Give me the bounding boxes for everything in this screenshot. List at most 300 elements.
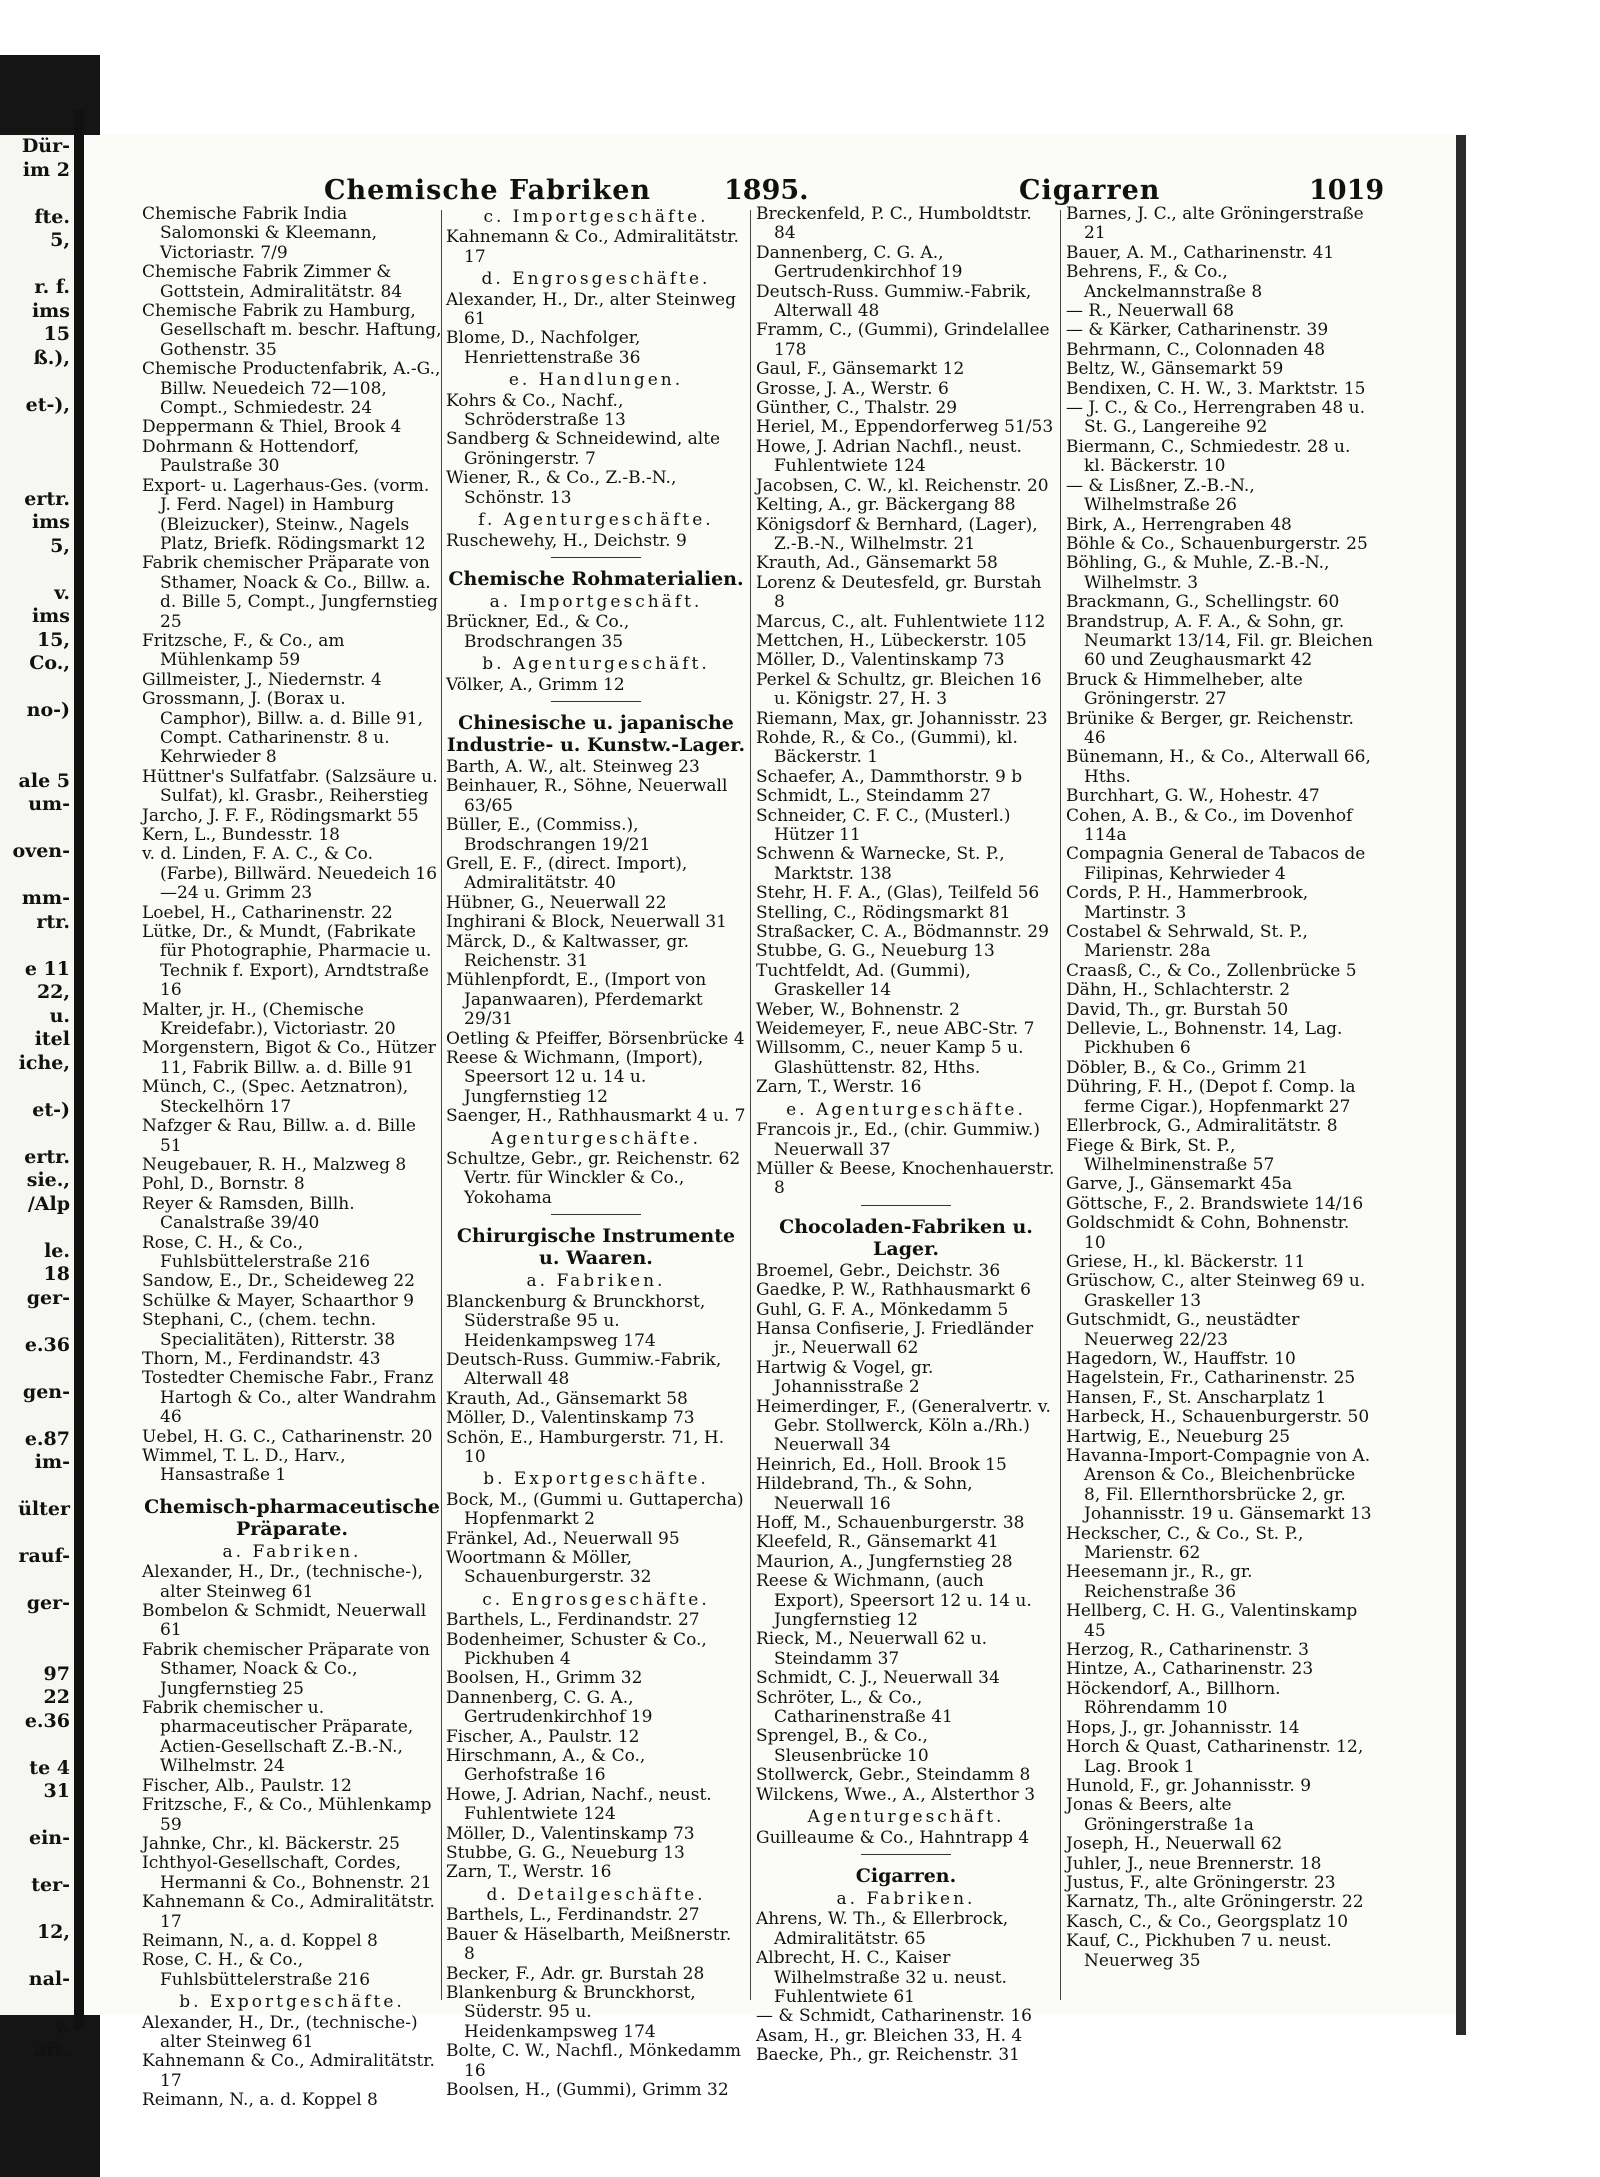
directory-entry: Münch, C., (Spec. Aetznatron), Steckelhörn 17 <box>142 1077 409 1117</box>
margin-fragment: ein- <box>28 1827 70 1849</box>
margin-fragment: no-) <box>26 699 70 721</box>
margin-fragment: e.36 <box>24 1709 70 1732</box>
column-divider <box>750 210 751 2000</box>
directory-entry: Deutsch-Russ. Gummiw.-Fabrik, Alterwall 48 <box>756 281 1032 322</box>
directory-entry: Neugebauer, R. H., Malzweg 8 <box>142 1154 407 1175</box>
margin-fragment <box>0 1404 74 1428</box>
directory-entry: Asam, H., gr. Bleichen 33, H. 4 <box>756 2025 1023 2046</box>
directory-entry: Barnes, J. C., alte Gröningerstraße 21 <box>1066 204 1364 244</box>
directory-entry: Lorenz & Deutesfeld, gr. Burstah 8 <box>756 572 1042 613</box>
directory-entry: Uebel, H. G. C., Catharinenstr. 20 <box>142 1426 433 1447</box>
margin-fragment: itel <box>34 1028 70 1050</box>
directory-entry: Reimann, N., a. d. Koppel 8 <box>142 1930 378 1951</box>
directory-entry: Mühlenpfordt, E., (Import von Japanwaaren), Pferdemarkt 29/31 <box>446 970 707 1030</box>
directory-entry: Fabrik chemischer u. pharmaceutischer Präparate, Actien-Gesellschaft Z.-B.-N., Wilhelmstr. 24 <box>142 1698 414 1777</box>
directory-entry: Hoff, M., Schauenburgerstr. 38 <box>756 1513 1025 1533</box>
directory-entry: Möller, D., Valentinskamp 73 <box>756 650 1005 671</box>
directory-entry: Beinhauer, R., Söhne, Neuerwall 63/65 <box>446 776 728 816</box>
margin-fragment <box>0 464 74 488</box>
section-rule <box>861 1205 951 1206</box>
directory-entry: Guilleaume & Co., Hahntrapp 4 <box>756 1827 1030 1848</box>
directory-entry: Stephani, C., (chem. techn. Specialitäten), Ritterstr. 38 <box>142 1310 396 1350</box>
directory-entry: Gillmeister, J., Niedernstr. 4 <box>142 669 382 690</box>
directory-entry: Hüttner's Sulfatfabr. (Salzsäure u. Sulfat), kl. Grasbr., Reiherstieg <box>142 766 438 807</box>
directory-entry: Fischer, A., Paulstr. 12 <box>446 1726 640 1747</box>
directory-entry: Höckendorf, A., Billhorn. Röhrendamm 10 <box>1066 1678 1281 1719</box>
directory-entry: Schmidt, L., Steindamm 27 <box>756 786 991 807</box>
directory-entry: Hintze, A., Catharinenstr. 23 <box>1066 1659 1314 1680</box>
directory-entry: Francois jr., Ed., (chir. Gummiw.) Neuerwall 37 <box>756 1120 1040 1160</box>
directory-entry: Boolsen, H., (Gummi), Grimm 32 <box>446 2079 729 2100</box>
directory-entry: Bauer, A. M., Catharinenstr. 41 <box>1066 242 1335 263</box>
directory-entry: Heriel, M., Eppendorferweg 51/53 <box>756 417 1054 438</box>
directory-entry: Stubbe, G. G., Neueburg 13 <box>756 941 995 962</box>
directory-entry: Hunold, F., gr. Johannisstr. 9 <box>1066 1775 1312 1796</box>
margin-fragment <box>0 1616 74 1640</box>
directory-entry: Chemische Fabrik India Salomonski & Kleemann, Victoriastr. 7/9 <box>142 204 377 263</box>
directory-entry: Tostedter Chemische Fabr., Franz Hartogh & Co., alter Wandrahm 46 <box>142 1368 437 1428</box>
subsection-heading: b. Exportgeschäfte. <box>483 1469 709 1490</box>
section-heading: Cigarren. <box>855 1864 957 1887</box>
directory-entry: Dühring, F. H., (Depot f. Comp. la ferme Cigar.), Hopfenmarkt 27 <box>1066 1077 1356 1117</box>
directory-entry: Krauth, Ad., Gänsemarkt 58 <box>756 553 998 574</box>
column-3 <box>756 204 1056 2066</box>
directory-entry: Grosse, J. A., Werstr. 6 <box>756 378 949 399</box>
margin-fragment: ims <box>31 605 70 627</box>
margin-fragment <box>0 1122 74 1146</box>
directory-entry: Königsdorf & Bernhard, (Lager), Z.-B.-N., Wilhelmstr. 21 <box>756 514 1038 554</box>
directory-entry: Reese & Wichmann, (Import), Speersort 12 u. 14 u. Jungfernstieg 12 <box>446 1048 704 1107</box>
directory-entry: Perkel & Schultz, gr. Bleichen 16 u. Königstr. 27, H. 3 <box>756 669 1042 710</box>
margin-fragment: e.36 <box>24 1333 70 1356</box>
directory-entry: Karnatz, Th., alte Gröningerstr. 22 <box>1066 1892 1364 1913</box>
directory-entry: Garve, J., Gänsemarkt 45a <box>1066 1174 1293 1195</box>
directory-entry: Dellevie, L., Bohnenstr. 14, Lag. Pickhuben 6 <box>1066 1019 1343 1059</box>
directory-entry: Wiener, R., & Co., Z.-B.-N., Schönstr. 13 <box>446 468 677 508</box>
margin-fragment <box>0 1945 74 1969</box>
directory-entry: — & Lisßner, Z.-B.-N., Wilhelmstraße 26 <box>1066 475 1255 516</box>
margin-fragment <box>0 864 74 888</box>
directory-entry: Kleefeld, R., Gänsemarkt 41 <box>756 1532 999 1553</box>
margin-fragment: im- <box>34 1451 70 1473</box>
directory-entry: Schmidt, C. J., Neuerwall 34 <box>756 1668 1000 1689</box>
directory-entry: Sandow, E., Dr., Scheideweg 22 <box>142 1271 415 1292</box>
directory-entry: Blankenburg & Brunckhorst, Süderstr. 95 u. Heidenkampsweg 174 <box>446 1982 696 2042</box>
directory-entry: Jarcho, J. F. F., Rödingsmarkt 55 <box>142 805 419 826</box>
directory-entry: Krauth, Ad., Gänsemarkt 58 <box>446 1388 688 1409</box>
directory-entry: Schön, E., Hamburgerstr. 71, H. 10 <box>446 1427 725 1467</box>
directory-entry: Chemische Productenfabrik, A.-G., Billw. Neuedeich 72—108, Compt., Schmiedestr. 24 <box>142 359 441 419</box>
directory-entry: Straßacker, C. A., Bödmannstr. 29 <box>756 922 1049 943</box>
margin-fragment <box>0 441 74 465</box>
header-year: 1895. <box>724 175 809 206</box>
subsection-heading: f. Agenturgeschäfte. <box>478 510 714 531</box>
section-rule <box>551 557 641 558</box>
section-rule <box>861 1854 951 1855</box>
subsection-heading: d. Detailgeschäfte. <box>486 1884 706 1905</box>
directory-entry: — & Schmidt, Catharinenstr. 16 <box>756 2006 1032 2027</box>
margin-fragment: 15 <box>43 323 70 345</box>
directory-entry: Cohen, A. B., & Co., im Dovenhof 114a <box>1066 805 1353 845</box>
directory-entry: Kelting, A., gr. Bäckergang 88 <box>756 495 1016 516</box>
margin-fragment: ertr. <box>24 487 70 510</box>
directory-entry: Wimmel, T. L. D., Harv., Hansastraße 1 <box>142 1446 346 1486</box>
directory-entry: Craasß, C., & Co., Zollenbrücke 5 <box>1066 960 1357 981</box>
subsection-heading: a. Importgeschäft. <box>489 591 703 612</box>
directory-entry: Heckscher, C., & Co., St. P., Marienstr. 62 <box>1066 1523 1304 1564</box>
page-number: 1019 <box>1309 175 1385 206</box>
directory-entry: Wilckens, Wwe., A., Alsterthor 3 <box>756 1784 1036 1805</box>
directory-entry: Reyer & Ramsden, Billh. Canalstraße 39/40 <box>142 1193 355 1234</box>
margin-fragment: 18 <box>43 1263 70 1285</box>
directory-entry: Maurion, A., Jungfernstieg 28 <box>756 1551 1013 1572</box>
directory-entry: Griese, H., kl. Bäckerstr. 11 <box>1066 1251 1306 1272</box>
margin-fragment: le. <box>44 1239 70 1262</box>
margin-fragment <box>0 676 74 700</box>
directory-entry: Woortmann & Möller, Schauenburgerstr. 32 <box>446 1547 652 1588</box>
directory-entry: Chemische Fabrik zu Hamburg, Gesellschaft m. beschr. Haftung, Gothenstr. 35 <box>142 301 442 360</box>
directory-entry: Brandstrup, A. F. A., & Sohn, gr. Neumarkt 13/14, Fil. gr. Bleichen 60 und Zeughausmarkt 42 <box>1066 611 1373 671</box>
section-heading: Chemisch-pharmaceutische Präparate. <box>144 1495 440 1540</box>
directory-entry: Dähn, H., Schlachterstr. 2 <box>1066 980 1291 1001</box>
margin-fragment: te 4 <box>29 1756 70 1779</box>
directory-entry: Deutsch-Russ. Gummiw.-Fabrik, Alterwall 48 <box>446 1349 722 1390</box>
directory-entry: Lütke, Dr., & Mundt, (Fabrikate für Photographie, Pharmacie u. Technik f. Export), Arndtstraße 16 <box>142 922 432 1001</box>
directory-entry: Hansa Confiserie, J. Friedländer jr., Neuerwall 62 <box>756 1318 1034 1359</box>
margin-fragment: y. <box>54 2015 70 2037</box>
margin-fragment: v. <box>54 581 70 604</box>
subsection-heading: c. Importgeschäfte. <box>483 207 709 227</box>
book-gutter <box>74 110 84 2030</box>
directory-entry: Howe, J. Adrian Nachfl., neust. Fuhlentwiete 124 <box>756 436 1022 477</box>
book-edge-right <box>1456 135 1466 2035</box>
directory-entry: Alexander, H., Dr., alter Steinweg 61 <box>446 289 737 330</box>
directory-entry: Boolsen, H., Grimm 32 <box>446 1668 643 1689</box>
subsection-heading: d. Engrosgeschäfte. <box>481 269 711 290</box>
directory-entry: Morgenstern, Bigot & Co., Hützer 11, Fabrik Billw. a. d. Bille 91 <box>142 1038 436 1078</box>
directory-entry: Weidemeyer, F., neue ABC-Str. 7 <box>756 1019 1035 1040</box>
directory-entry: Dannenberg, C. G. A., Gertrudenkirchhof 19 <box>756 242 963 283</box>
directory-entry: Böhle & Co., Schauenburgerstr. 25 <box>1066 533 1368 554</box>
margin-fragment: Dür- <box>21 135 70 157</box>
directory-entry: Kohrs & Co., Nachf., Schröderstraße 13 <box>446 390 626 431</box>
directory-entry: Stubbe, G. G., Neueburg 13 <box>446 1843 685 1864</box>
directory-entry: Heesemann jr., R., gr. Reichenstraße 36 <box>1066 1562 1253 1602</box>
margin-fragment: r. f. <box>34 276 70 298</box>
subsection-heading: b. Agenturgeschäft. <box>482 654 710 675</box>
directory-entry: Kasch, C., & Co., Georgsplatz 10 <box>1066 1911 1349 1932</box>
directory-entry: Reimann, N., a. d. Koppel 8 <box>142 2090 378 2111</box>
column-4 <box>1066 205 1376 2005</box>
directory-entry: Hagedorn, W., Hauffstr. 10 <box>1066 1348 1296 1369</box>
directory-entry: Baecke, Ph., gr. Reichenstr. 31 <box>756 2045 1020 2066</box>
directory-entry: Bauer & Häselbarth, Meißnerstr. 8 <box>446 1924 732 1965</box>
directory-entry: Blanckenburg & Brunckhorst, Süderstraße 95 u. Heidenkampsweg 174 <box>446 1291 706 1351</box>
directory-entry: Mettchen, H., Lübeckerstr. 105 <box>756 630 1027 651</box>
directory-entry: Barthels, L., Ferdinandstr. 27 <box>446 1610 700 1631</box>
margin-fragment <box>0 1357 74 1381</box>
directory-entry: Jonas & Beers, alte Gröningerstraße 1a <box>1066 1795 1254 1835</box>
section-rule <box>551 1214 641 1215</box>
directory-entry: Fritzsche, F., & Co., Mühlenkamp 59 <box>142 1795 432 1835</box>
directory-entry: Stelling, C., Rödingsmarkt 81 <box>756 902 1011 923</box>
margin-fragment <box>0 1639 74 1663</box>
directory-entry: Stollwerck, Gebr., Steindamm 8 <box>756 1765 1031 1786</box>
margin-fragment: ertr. <box>24 1145 70 1168</box>
directory-entry: Barth, A. W., alt. Steinweg 23 <box>446 756 700 777</box>
directory-entry: Juhler, J., neue Brennerstr. 18 <box>1066 1853 1322 1874</box>
margin-fragment: um- <box>28 793 70 815</box>
margin-fragment <box>0 746 74 770</box>
margin-fragment: aft. <box>34 2038 70 2061</box>
margin-fragment <box>0 723 74 747</box>
directory-entry: Bombelon & Schmidt, Neuerwall 61 <box>142 1601 427 1641</box>
margin-fragment <box>0 182 74 206</box>
directory-entry: Malter, jr. H., (Chemische Kreidefabr.), Victoriastr. 20 <box>142 999 396 1040</box>
directory-entry: Hagelstein, Fr., Catharinenstr. 25 <box>1066 1368 1356 1389</box>
directory-entry: Thorn, M., Ferdinandstr. 43 <box>142 1348 381 1369</box>
directory-entry: Bock, M., (Gummi u. Guttapercha) Hopfenmarkt 2 <box>446 1489 744 1530</box>
directory-entry: v. d. Linden, F. A. C., & Co. (Farbe), Billwärd. Neuedeich 16—24 u. Grimm 23 <box>142 844 438 904</box>
column-1 <box>142 204 442 2111</box>
margin-fragment <box>0 1733 74 1757</box>
directory-entry: Biermann, C., Schmiedestr. 28 u. kl. Bäckerstr. 10 <box>1066 436 1351 477</box>
directory-entry: Grüschow, C., alter Steinweg 69 u. Graskeller 13 <box>1066 1271 1366 1311</box>
directory-entry: Hartwig, E., Neueburg 25 <box>1066 1426 1291 1447</box>
directory-entry: Export- u. Lagerhaus-Ges. (vorm. J. Ferd. Nagel) in Hamburg (Bleizucker), Steinw., Nagels Platz, Briefk. Rödingsmarkt 12 <box>142 475 430 554</box>
directory-entry: Hansen, F., St. Anscharplatz 1 <box>1066 1387 1327 1408</box>
margin-fragment: ter- <box>31 1874 70 1896</box>
directory-entry: Jacobsen, C. W., kl. Reichenstr. 20 <box>756 475 1049 496</box>
directory-entry: Alexander, H., Dr., (technische-), alter Steinweg 61 <box>142 1562 424 1602</box>
directory-entry: Schröter, L., & Co., Catharinenstraße 41 <box>756 1687 953 1728</box>
directory-entry: Fabrik chemischer Präparate von Sthamer, Noack & Co., Jungfernstieg 25 <box>142 1639 430 1699</box>
directory-entry: Weber, W., Bohnenstr. 2 <box>756 999 960 1020</box>
directory-entry: Gaul, F., Gänsemarkt 12 <box>756 359 965 380</box>
directory-entry: Müller & Beese, Knochenhauerstr. 8 <box>756 1158 1055 1199</box>
margin-fragment: oven- <box>12 840 70 862</box>
margin-fragment: iche, <box>18 1051 70 1074</box>
directory-entry: Jahnke, Chr., kl. Bäckerstr. 25 <box>142 1833 400 1854</box>
margin-fragment: ale 5 <box>18 769 70 792</box>
margin-fragment: 5, <box>50 229 70 251</box>
margin-fragment <box>0 1569 74 1593</box>
directory-entry: Beltz, W., Gänsemarkt 59 <box>1066 359 1284 380</box>
directory-entry: Chemische Fabrik Zimmer & Gottstein, Admiralitätstr. 84 <box>142 262 403 302</box>
section-heading: Chemische Rohmaterialien. <box>448 567 744 590</box>
margin-fragment <box>0 934 74 958</box>
directory-entry: Fiege & Birk, St. P., Wilhelminenstraße 57 <box>1066 1135 1275 1175</box>
margin-fragment: e.87 <box>24 1427 70 1450</box>
directory-entry: Fabrik chemischer Präparate von Sthamer, Noack & Co., Billw. a. d. Bille 5, Compt., Jungfernstieg 25 <box>142 553 438 632</box>
margin-fragment: rtr. <box>36 910 70 933</box>
directory-entry: Bruck & Himmelheber, alte Gröningerstr. 27 <box>1066 669 1303 710</box>
directory-entry: Becker, F., Adr. gr. Burstah 28 <box>446 1963 705 1984</box>
column-2 <box>446 205 746 2100</box>
directory-entry: Costabel & Sehrwald, St. P., Marienstr. 28a <box>1066 922 1308 962</box>
directory-entry: Behrens, F., & Co., Anckelmannstraße 8 <box>1066 262 1263 302</box>
directory-entry: Bünemann, H., & Co., Alterwall 66, Hths. <box>1066 747 1371 787</box>
directory-entry: Brackmann, G., Schellingstr. 60 <box>1066 592 1340 613</box>
directory-entry: Günther, C., Thalstr. 29 <box>756 398 958 419</box>
directory-entry: Alexander, H., Dr., (technische-) alter Steinweg 61 <box>142 2012 418 2052</box>
margin-fragment: mm- <box>21 887 70 909</box>
directory-entry: Horch & Quast, Catharinenstr. 12, Lag. Brook 1 <box>1066 1737 1364 1777</box>
subsection-heading: e. Handlungen. <box>508 370 684 391</box>
directory-entry: Hartwig & Vogel, gr. Johannisstraße 2 <box>756 1357 934 1398</box>
margin-fragment <box>0 1310 74 1334</box>
directory-entry: Hirschmann, A., & Co., Gerhofstraße 16 <box>446 1746 646 1786</box>
directory-entry: Harbeck, H., Schauenburgerstr. 50 <box>1066 1407 1370 1428</box>
margin-fragment <box>0 1522 74 1546</box>
margin-fragment: ülter <box>18 1498 70 1520</box>
margin-fragment: 22 <box>43 1686 70 1708</box>
margin-fragment: ger- <box>26 1286 70 1309</box>
directory-entry: Büller, E., (Commiss.), Brodschrangen 19/21 <box>446 815 651 855</box>
margin-fragment: gen- <box>22 1380 70 1403</box>
directory-entry: Heimerdinger, F., (Generalvertr. v. Gebr. Stollwerck, Köln a./Rh.) Neuerwall 34 <box>756 1396 1051 1456</box>
directory-entry: Völker, A., Grimm 12 <box>446 674 625 695</box>
margin-fragment: 97 <box>43 1662 70 1685</box>
directory-entry: Döbler, B., & Co., Grimm 21 <box>1066 1057 1309 1078</box>
column-divider <box>1060 210 1061 2000</box>
directory-entry: David, Th., gr. Burstah 50 <box>1066 999 1289 1020</box>
directory-entry: Inghirani & Block, Neuerwall 31 <box>446 912 727 933</box>
margin-fragment: e 11 <box>24 957 70 980</box>
directory-entry: Goldschmidt & Cohn, Bohnenstr. 10 <box>1066 1213 1350 1253</box>
directory-entry: Marcus, C., alt. Fuhlentwiete 112 <box>756 611 1046 632</box>
directory-entry: Hübner, G., Neuerwall 22 <box>446 892 667 913</box>
directory-entry: Kahnemann & Co., Admiralitätstr. 17 <box>446 227 739 267</box>
margin-fragment: 15, <box>36 628 70 651</box>
margin-fragment <box>0 1851 74 1875</box>
directory-entry: Justus, F., alte Gröningerstr. 23 <box>1066 1872 1336 1893</box>
directory-entry: Schultze, Gebr., gr. Reichenstr. 62 Vertr. für Winckler & Co., Yokohama <box>446 1149 741 1208</box>
directory-entry: Havanna-Import-Compagnie von A. Arenson & Co., Bleichenbrücke 8, Fil. Ellernthorsbrücke 2, gr. Johannisstr. 19 u. Gänsemarkt 13 <box>1066 1446 1372 1525</box>
margin-fragment: rauf- <box>18 1545 70 1567</box>
directory-entry: Kahnemann & Co., Admiralitätstr. 17 <box>142 1892 435 1932</box>
directory-entry: Pohl, D., Bornstr. 8 <box>142 1174 305 1195</box>
directory-entry: — & Kärker, Catharinenstr. 39 <box>1066 320 1329 341</box>
directory-entry: Bodenheimer, Schuster & Co., Pickhuben 4 <box>446 1629 707 1669</box>
directory-entry: Hildebrand, Th., & Sohn, Neuerwall 16 <box>756 1474 973 1514</box>
directory-entry: Framm, C., (Gummi), Grindelallee 178 <box>756 320 1050 360</box>
directory-entry: Rose, C. H., & Co., Fuhlsbüttelerstraße 216 <box>142 1232 371 1272</box>
directory-entry: Fränkel, Ad., Neuerwall 95 <box>446 1528 680 1549</box>
margin-fragment <box>0 370 74 394</box>
subsection-heading: Agenturgeschäfte. <box>491 1128 701 1149</box>
margin-fragment <box>0 817 74 841</box>
directory-entry: Dohrmann & Hottendorf, Paulstraße 30 <box>142 436 360 477</box>
directory-entry: Joseph, H., Neuerwall 62 <box>1066 1834 1283 1855</box>
directory-entry: Märck, D., & Kaltwasser, gr. Reichenstr. 31 <box>446 931 689 971</box>
directory-entry: Brünike & Berger, gr. Reichenstr. 46 <box>1066 708 1354 748</box>
margin-fragment <box>0 1075 74 1099</box>
section-rule <box>551 701 641 702</box>
directory-entry: Böhling, G., & Muhle, Z.-B.-N., Wilhelmstr. 3 <box>1066 553 1330 593</box>
directory-entry: Fischer, Alb., Paulstr. 12 <box>142 1775 352 1796</box>
directory-entry: Rieck, M., Neuerwall 62 u. Steindamm 37 <box>756 1629 987 1669</box>
margin-fragment <box>0 558 74 582</box>
margin-fragment <box>0 1804 74 1828</box>
directory-entry: Howe, J. Adrian, Nachf., neust. Fuhlentwiete 124 <box>446 1784 712 1825</box>
directory-entry: Bendixen, C. H. W., 3. Marktstr. 15 <box>1066 378 1366 399</box>
margin-fragment <box>0 253 74 277</box>
directory-entry: Herzog, R., Catharinenstr. 3 <box>1066 1640 1309 1661</box>
directory-entry: Ahrens, W. Th., & Ellerbrock, Admiralitätstr. 65 <box>756 1909 1009 1949</box>
directory-entry: Ichthyol-Gesellschaft, Cordes, Hermanni & Co., Bohnenstr. 21 <box>142 1853 432 1893</box>
directory-entry: Schülke & Mayer, Schaarthor 9 <box>142 1290 414 1311</box>
directory-entry: Oetling & Pfeiffer, Börsenbrücke 4 <box>446 1028 745 1049</box>
margin-fragment <box>0 1475 74 1499</box>
directory-entry: Schwenn & Warnecke, St. P., Marktstr. 138 <box>756 844 1005 884</box>
directory-entry: Grossmann, J. (Borax u. Camphor), Billw. a. d. Bille 91, Compt. Catharinenstr. 8 u. Kehrwieder 8 <box>142 689 423 768</box>
directory-entry: Schneider, C. F. C., (Musterl.) Hützer 11 <box>756 805 1011 845</box>
directory-entry: Dannenberg, C. G. A., Gertrudenkirchhof 19 <box>446 1687 653 1728</box>
directory-entry: Göttsche, F., 2. Brandswiete 14/16 <box>1066 1193 1364 1214</box>
margin-fragment: 31 <box>43 1780 70 1802</box>
subsection-heading: c. Engrosgeschäfte. <box>482 1589 710 1610</box>
directory-entry: Rose, C. H., & Co., Fuhlsbüttelerstraße 216 <box>142 1950 371 1990</box>
directory-entry: Willsomm, C., neuer Kamp 5 u. Glashüttenstr. 82, Hths. <box>756 1038 1024 1078</box>
directory-entry: Tuchtfeldt, Ad. (Gummi), Graskeller 14 <box>756 960 971 1001</box>
directory-entry: Möller, D., Valentinskamp 73 <box>446 1823 695 1844</box>
directory-entry: Brückner, Ed., & Co., Brodschrangen 35 <box>446 612 630 652</box>
directory-entry: Kern, L., Bundesstr. 18 <box>142 825 340 845</box>
margin-fragment: 5, <box>50 534 70 557</box>
directory-entry: Grell, E. F., (direct. Import), Admiralitätstr. 40 <box>446 853 688 894</box>
directory-entry: Sprengel, B., & Co., Sleusenbrücke 10 <box>756 1726 929 1766</box>
directory-entry: Burchhart, G. W., Hohestr. 47 <box>1066 786 1320 807</box>
header-right-title: Cigarren <box>1019 175 1161 206</box>
directory-entry: Rohde, R., & Co., (Gummi), kl. Bäckerstr. 1 <box>756 727 1018 768</box>
margin-fragment: 12, <box>36 1921 70 1943</box>
previous-page-fragment <box>0 135 74 2061</box>
margin-fragment <box>0 1992 74 2016</box>
directory-entry: Kahnemann & Co., Admiralitätstr. 17 <box>142 2051 435 2091</box>
subsection-heading: a. Fabriken. <box>526 1271 666 1292</box>
directory-entry: Albrecht, H. C., Kaiser Wilhelmstraße 32 u. neust. Fuhlentwiete 61 <box>756 1948 1007 2007</box>
directory-entry: Blome, D., Nachfolger, Henriettenstraße 36 <box>446 328 641 368</box>
directory-entry: Cords, P. H., Hammerbrook, Martinstr. 3 <box>1066 883 1309 923</box>
directory-entry: Reese & Wichmann, (auch Export), Speersort 12 u. 14 u. Jungfernstieg 12 <box>756 1571 1032 1631</box>
directory-entry: Barthels, L., Ferdinandstr. 27 <box>446 1905 700 1926</box>
section-heading: Chocoladen-Fabriken u. Lager. <box>779 1215 1033 1260</box>
directory-page <box>84 135 1456 2111</box>
margin-fragment: ims <box>31 299 70 322</box>
directory-entry: Deppermann & Thiel, Brook 4 <box>142 417 402 438</box>
directory-entry: Hellberg, C. H. G., Valentinskamp 45 <box>1066 1601 1358 1641</box>
margin-fragment: fte. <box>34 205 70 228</box>
subsection-heading: e. Agenturgeschäfte. <box>786 1099 1026 1120</box>
margin-fragment: Co., <box>29 652 70 674</box>
margin-fragment: ß.), <box>33 346 70 369</box>
directory-entry: Ruschewehy, H., Deichstr. 9 <box>446 530 687 551</box>
margin-fragment <box>0 2062 74 2086</box>
margin-fragment: 22, <box>36 981 70 1003</box>
directory-entry: Gutschmidt, G., neustädter Neuerweg 22/23 <box>1066 1310 1300 1350</box>
subsection-heading: a. Fabriken. <box>222 1541 362 1562</box>
directory-entry: — J. C., & Co., Herrengraben 48 u. St. G., Langereihe 92 <box>1066 398 1365 438</box>
directory-entry: Gaedke, P. W., Rathhausmarkt 6 <box>756 1280 1031 1301</box>
subsection-heading: Agenturgeschäft. <box>807 1807 1005 1828</box>
margin-fragment: sie., <box>26 1169 70 1191</box>
directory-entry: Schaefer, A., Dammthorstr. 9 b <box>756 766 1023 787</box>
directory-entry: Guhl, G. F. A., Mönkedamm 5 <box>756 1299 1009 1320</box>
directory-entry: Birk, A., Herrengraben 48 <box>1066 514 1292 535</box>
directory-entry: Riemann, Max, gr. Johannisstr. 23 <box>756 708 1048 729</box>
margin-fragment: nal- <box>28 1968 70 1990</box>
